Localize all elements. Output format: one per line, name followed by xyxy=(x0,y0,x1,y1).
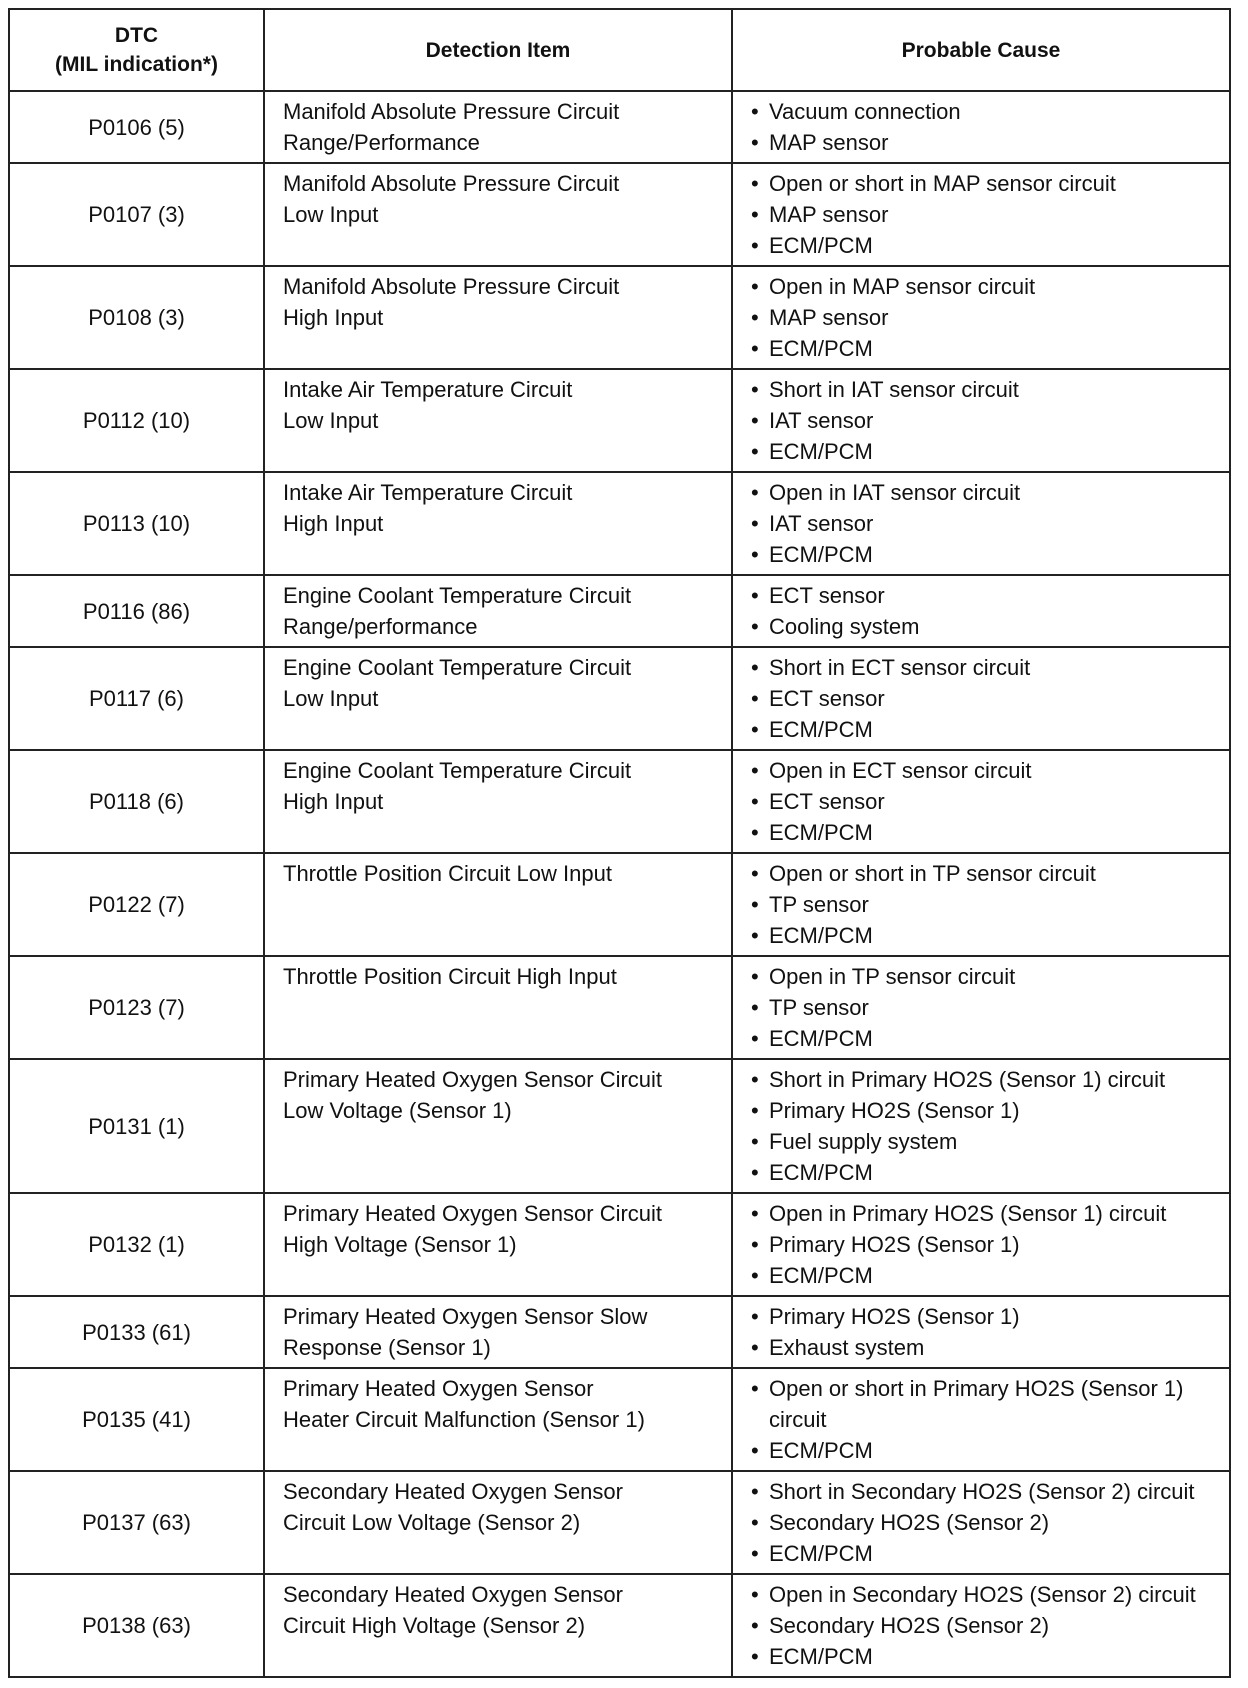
cause-item: • ECM/PCM xyxy=(749,1157,1215,1188)
detection-item-line: Secondary Heated Oxygen Sensor xyxy=(283,1582,623,1607)
table-row xyxy=(9,369,1230,472)
cause-item: • Exhaust system xyxy=(749,1332,1215,1363)
dtc-table-container xyxy=(8,8,1229,1678)
cause-list xyxy=(749,1198,1215,1291)
dtc-code: P0123 (7) xyxy=(9,956,264,1059)
cause-item: • MAP sensor xyxy=(749,127,1215,158)
cause-list xyxy=(749,168,1215,261)
cause-item: • TP sensor xyxy=(749,992,1215,1023)
cause-list xyxy=(749,1064,1215,1188)
cause-list xyxy=(749,755,1215,848)
detection-item-line: Engine Coolant Temperature Circuit xyxy=(283,758,632,783)
table-header xyxy=(9,9,1230,91)
cause-list xyxy=(749,374,1215,467)
cause-item: • TP sensor xyxy=(749,889,1215,920)
cause-item: • Short in Primary HO2S (Sensor 1) circuit xyxy=(749,1064,1215,1095)
detection-item-line: Intake Air Temperature Circuit xyxy=(283,377,573,402)
cause-list xyxy=(749,580,1215,642)
header-detection-item: Detection Item xyxy=(264,9,732,91)
detection-item xyxy=(264,1296,732,1368)
cause-item: • MAP sensor xyxy=(749,302,1215,333)
probable-cause xyxy=(732,1574,1230,1677)
table-row xyxy=(9,750,1230,853)
detection-item xyxy=(264,472,732,575)
detection-item xyxy=(264,1471,732,1574)
detection-item-line: Throttle Position Circuit Low Input xyxy=(283,861,612,886)
cause-item: • ECM/PCM xyxy=(749,436,1215,467)
detection-item xyxy=(264,369,732,472)
probable-cause xyxy=(732,163,1230,266)
cause-item: • Open in IAT sensor circuit xyxy=(749,477,1215,508)
cause-list xyxy=(749,1579,1215,1672)
cause-item: • IAT sensor xyxy=(749,508,1215,539)
probable-cause xyxy=(732,1368,1230,1471)
cause-item: • ECM/PCM xyxy=(749,1260,1215,1291)
cause-item: • Open in Secondary HO2S (Sensor 2) circuit xyxy=(749,1579,1215,1610)
detection-item-line: Low Voltage (Sensor 1) xyxy=(283,1098,512,1123)
detection-item xyxy=(264,750,732,853)
cause-item: • Open in TP sensor circuit xyxy=(749,961,1215,992)
detection-item-line: Circuit Low Voltage (Sensor 2) xyxy=(283,1510,581,1535)
cause-list xyxy=(749,477,1215,570)
cause-item: • Short in IAT sensor circuit xyxy=(749,374,1215,405)
detection-item-line: Response (Sensor 1) xyxy=(283,1335,491,1360)
dtc-code: P0122 (7) xyxy=(9,853,264,956)
dtc-table xyxy=(8,8,1231,1678)
cause-list xyxy=(749,1301,1215,1363)
cause-item: • Open in MAP sensor circuit xyxy=(749,271,1215,302)
cause-item: • Cooling system xyxy=(749,611,1215,642)
detection-item-line: Manifold Absolute Pressure Circuit xyxy=(283,171,620,196)
table-row xyxy=(9,472,1230,575)
dtc-code: P0138 (63) xyxy=(9,1574,264,1677)
cause-item: • ECM/PCM xyxy=(749,817,1215,848)
detection-item-line: Primary Heated Oxygen Sensor xyxy=(283,1376,594,1401)
detection-item xyxy=(264,266,732,369)
detection-item-line: Primary Heated Oxygen Sensor Slow xyxy=(283,1304,648,1329)
detection-item-line: Engine Coolant Temperature Circuit xyxy=(283,655,632,680)
cause-list xyxy=(749,961,1215,1054)
table-row xyxy=(9,1368,1230,1471)
dtc-code: P0112 (10) xyxy=(9,369,264,472)
cause-item: • Open in Primary HO2S (Sensor 1) circuit xyxy=(749,1198,1215,1229)
detection-item xyxy=(264,956,732,1059)
cause-item: • ECT sensor xyxy=(749,580,1215,611)
probable-cause xyxy=(732,750,1230,853)
cause-item: • ECT sensor xyxy=(749,683,1215,714)
detection-item xyxy=(264,91,732,163)
cause-item: • ECT sensor xyxy=(749,786,1215,817)
cause-item: • IAT sensor xyxy=(749,405,1215,436)
table-row xyxy=(9,575,1230,647)
cause-item: • Open or short in Primary HO2S (Sensor 1) circuit xyxy=(749,1373,1215,1435)
dtc-code: P0132 (1) xyxy=(9,1193,264,1296)
cause-list xyxy=(749,96,1215,158)
probable-cause xyxy=(732,1193,1230,1296)
cause-item: • ECM/PCM xyxy=(749,1023,1215,1054)
detection-item xyxy=(264,647,732,750)
cause-item: • ECM/PCM xyxy=(749,1435,1215,1466)
cause-item: • Primary HO2S (Sensor 1) xyxy=(749,1095,1215,1126)
cause-item: • Open in ECT sensor circuit xyxy=(749,755,1215,786)
detection-item-line: Range/Performance xyxy=(283,130,480,155)
probable-cause xyxy=(732,266,1230,369)
table-row xyxy=(9,1193,1230,1296)
dtc-code: P0137 (63) xyxy=(9,1471,264,1574)
detection-item-line: Primary Heated Oxygen Sensor Circuit xyxy=(283,1067,663,1092)
header-dtc-line1: DTC xyxy=(114,24,159,47)
detection-item-line: High Input xyxy=(283,789,384,814)
probable-cause xyxy=(732,369,1230,472)
cause-item: • Primary HO2S (Sensor 1) xyxy=(749,1229,1215,1260)
detection-item-line: Throttle Position Circuit High Input xyxy=(283,964,617,989)
detection-item-line: High Input xyxy=(283,305,384,330)
cause-item: • ECM/PCM xyxy=(749,539,1215,570)
probable-cause xyxy=(732,1059,1230,1193)
table-row xyxy=(9,956,1230,1059)
table-row xyxy=(9,1471,1230,1574)
detection-item xyxy=(264,1193,732,1296)
cause-item: • ECM/PCM xyxy=(749,1538,1215,1569)
detection-item-line: Heater Circuit Malfunction (Sensor 1) xyxy=(283,1407,645,1432)
dtc-code: P0108 (3) xyxy=(9,266,264,369)
dtc-code: P0106 (5) xyxy=(9,91,264,163)
dtc-code: P0117 (6) xyxy=(9,647,264,750)
probable-cause xyxy=(732,1296,1230,1368)
cause-item: • Open or short in TP sensor circuit xyxy=(749,858,1215,889)
cause-list xyxy=(749,858,1215,951)
detection-item-line: Engine Coolant Temperature Circuit xyxy=(283,583,632,608)
cause-item: • ECM/PCM xyxy=(749,230,1215,261)
detection-item-line: High Voltage (Sensor 1) xyxy=(283,1232,517,1257)
dtc-code: P0131 (1) xyxy=(9,1059,264,1193)
detection-item xyxy=(264,1574,732,1677)
cause-item: • Short in Secondary HO2S (Sensor 2) circuit xyxy=(749,1476,1215,1507)
cause-item: • ECM/PCM xyxy=(749,1641,1215,1672)
cause-item: • Fuel supply system xyxy=(749,1126,1215,1157)
probable-cause xyxy=(732,853,1230,956)
dtc-code: P0133 (61) xyxy=(9,1296,264,1368)
detection-item-line: Intake Air Temperature Circuit xyxy=(283,480,573,505)
header-row xyxy=(9,9,1230,91)
cause-item: • ECM/PCM xyxy=(749,333,1215,364)
cause-list xyxy=(749,652,1215,745)
detection-item-line: Low Input xyxy=(283,686,379,711)
dtc-code: P0113 (10) xyxy=(9,472,264,575)
cause-item: • ECM/PCM xyxy=(749,714,1215,745)
detection-item-line: Circuit High Voltage (Sensor 2) xyxy=(283,1613,586,1638)
cause-list xyxy=(749,271,1215,364)
table-row xyxy=(9,266,1230,369)
detection-item xyxy=(264,1059,732,1193)
dtc-code: P0135 (41) xyxy=(9,1368,264,1471)
probable-cause xyxy=(732,472,1230,575)
detection-item-line: Primary Heated Oxygen Sensor Circuit xyxy=(283,1201,663,1226)
table-row xyxy=(9,853,1230,956)
dtc-code: P0116 (86) xyxy=(9,575,264,647)
probable-cause xyxy=(732,647,1230,750)
cause-item: • Open or short in MAP sensor circuit xyxy=(749,168,1215,199)
detection-item xyxy=(264,575,732,647)
dtc-code: P0107 (3) xyxy=(9,163,264,266)
header-dtc-line2: (MIL indication*) xyxy=(55,53,218,76)
table-row xyxy=(9,163,1230,266)
cause-item: • Secondary HO2S (Sensor 2) xyxy=(749,1507,1215,1538)
table-row xyxy=(9,1296,1230,1368)
cause-item: • Vacuum connection xyxy=(749,96,1215,127)
detection-item-line: Manifold Absolute Pressure Circuit xyxy=(283,274,620,299)
probable-cause xyxy=(732,91,1230,163)
cause-list xyxy=(749,1476,1215,1569)
detection-item-line: Secondary Heated Oxygen Sensor xyxy=(283,1479,623,1504)
detection-item-line: Low Input xyxy=(283,408,379,433)
cause-item: • ECM/PCM xyxy=(749,920,1215,951)
cause-item: • Secondary HO2S (Sensor 2) xyxy=(749,1610,1215,1641)
probable-cause xyxy=(732,956,1230,1059)
cause-list xyxy=(749,1373,1215,1466)
detection-item-line: Range/performance xyxy=(283,614,478,639)
header-probable-cause: Probable Cause xyxy=(732,9,1230,91)
table-row xyxy=(9,1574,1230,1677)
probable-cause xyxy=(732,1471,1230,1574)
detection-item xyxy=(264,163,732,266)
detection-item xyxy=(264,1368,732,1471)
table-row xyxy=(9,647,1230,750)
detection-item-line: Low Input xyxy=(283,202,379,227)
cause-item: • Short in ECT sensor circuit xyxy=(749,652,1215,683)
probable-cause xyxy=(732,575,1230,647)
detection-item-line: High Input xyxy=(283,511,384,536)
detection-item xyxy=(264,853,732,956)
dtc-code: P0118 (6) xyxy=(9,750,264,853)
table-row xyxy=(9,91,1230,163)
cause-item: • MAP sensor xyxy=(749,199,1215,230)
detection-item-line: Manifold Absolute Pressure Circuit xyxy=(283,99,620,124)
cause-item: • Primary HO2S (Sensor 1) xyxy=(749,1301,1215,1332)
header-dtc xyxy=(9,9,264,91)
table-row xyxy=(9,1059,1230,1193)
table-body xyxy=(9,91,1230,1677)
